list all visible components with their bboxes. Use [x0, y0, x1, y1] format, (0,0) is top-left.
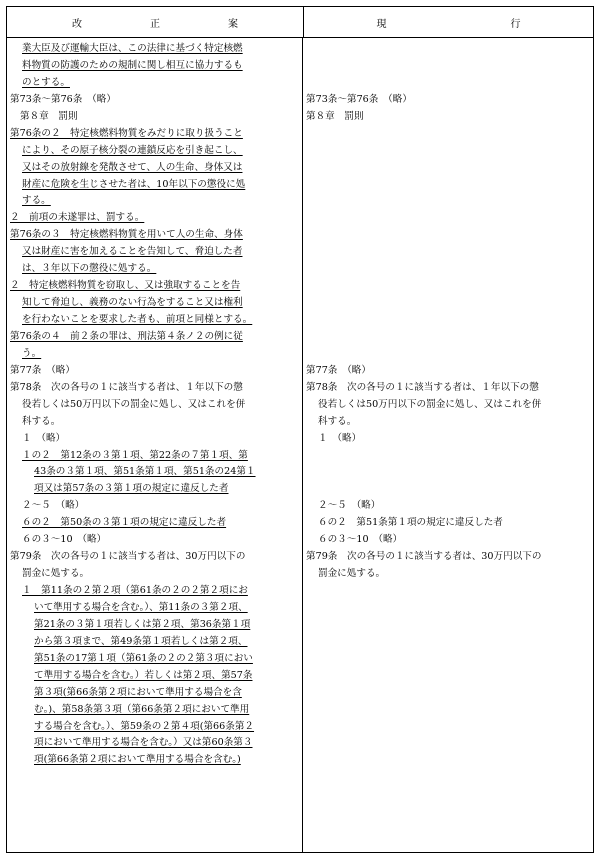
- current-line: [306, 227, 590, 244]
- amendment-line-text: 第79条 次の各号の１に該当する者は、30万円以下の: [10, 551, 246, 563]
- amendment-line-text: 第51条の17第１項（第61条の２の２第３項におい: [34, 652, 253, 664]
- amendment-line-text: 業大臣及び運輸大臣は、この法律に基づく特定核燃: [22, 43, 243, 54]
- amendment-line-text: ６の２ 第50条の３第１項の規定に違反した者: [22, 517, 227, 529]
- header-current: [304, 7, 593, 37]
- current-line: [306, 295, 590, 312]
- amendment-column: [7, 38, 303, 853]
- amendment-line-text: 項(第66条第２項において準用する場合を含む。): [34, 754, 241, 766]
- amendment-line: [10, 261, 299, 278]
- amendment-line-text: 43条の３第１項、第51条第１項、第51条の24第１: [34, 466, 256, 478]
- amendment-line: [10, 346, 299, 363]
- amendment-line-text: ２ 前項の未遂罪は、罰する。: [10, 212, 145, 224]
- current-line: [306, 481, 590, 498]
- header-amendment: [7, 7, 304, 37]
- amendment-line: [10, 363, 299, 380]
- amendment-line-text: する。: [22, 195, 51, 207]
- amendment-line: [10, 448, 299, 465]
- amendment-line: [10, 685, 299, 702]
- current-line-text: 罰金に処する。: [318, 568, 386, 580]
- header-amendment-char-1: 改: [72, 18, 82, 30]
- current-line: [306, 244, 590, 261]
- amendment-line: [10, 464, 299, 481]
- amendment-line: [10, 752, 299, 769]
- current-line: [306, 498, 590, 515]
- amendment-line-text: １ （略）: [22, 432, 66, 444]
- amendment-line-text: 又はその放射線を発散させて、人の生命、身体又は: [22, 161, 243, 173]
- current-line: [306, 126, 590, 143]
- current-line-text: 第79条 次の各号の１に該当する者は、30万円以下の: [306, 551, 542, 563]
- amendment-line: [10, 126, 299, 143]
- amendment-line-text: ２ 特定核燃料物質を窃取し、又は強取することを告: [10, 280, 241, 292]
- current-line: [306, 397, 590, 414]
- amendment-line: [10, 651, 299, 668]
- amendment-line-text: により、その原子核分裂の連鎖反応を引き起こし、: [22, 144, 243, 156]
- amendment-line-text: １の２ 第12条の３第１項、第22条の７第１項、第: [22, 449, 248, 461]
- current-line: [306, 177, 590, 194]
- current-line: [306, 431, 590, 448]
- amendment-line: [10, 668, 299, 685]
- amendment-line: [10, 498, 299, 515]
- current-line: [306, 414, 590, 431]
- amendment-line: [10, 41, 299, 58]
- amendment-line-text: いて準用する場合を含む。）、第11条の３第２項、: [34, 601, 248, 613]
- amendment-line: [10, 600, 299, 617]
- current-line: [306, 160, 590, 177]
- current-line: [306, 532, 590, 549]
- header-amendment-char-2: 正: [150, 18, 160, 30]
- amendment-line-text: 第８章 罰則: [20, 110, 78, 122]
- table-body: [7, 38, 593, 853]
- current-line: [306, 566, 590, 583]
- amendment-line-text: 知して脅迫し、義務のない行為をすること又は権利: [22, 297, 243, 309]
- amendment-line: [10, 210, 299, 227]
- amendment-line: [10, 414, 299, 431]
- amendment-line-text: う。: [22, 347, 42, 359]
- amendment-line-text: を行わないことを要求した者も、前項と同様とする。: [22, 314, 253, 325]
- amendment-line-text: 第21条の３第１項若しくは第２項、第36条第１項: [34, 618, 251, 630]
- current-line: [306, 448, 590, 465]
- amendment-line: [10, 735, 299, 752]
- amendment-line: [10, 227, 299, 244]
- current-line-text: 第78条 次の各号の１に該当する者は、１年以下の懲: [306, 381, 539, 393]
- amendment-line: [10, 515, 299, 532]
- current-line: [306, 380, 590, 397]
- current-line: [306, 363, 590, 380]
- amendment-line-text: ２～５ （略）: [22, 500, 85, 512]
- current-line: [306, 143, 590, 160]
- amendment-line: [10, 193, 299, 210]
- amendment-line-text: 罰金に処する。: [22, 568, 90, 580]
- amendment-line-text: む。)、第58条第３項（第66条第２項において準用: [34, 703, 250, 715]
- header-current-char-1: 現: [376, 18, 387, 30]
- current-line: [306, 278, 590, 295]
- current-line: [306, 193, 590, 210]
- amendment-line-text: 又は財産に害を加えることを告知して、脅迫した者: [22, 246, 243, 258]
- current-line: [306, 261, 590, 278]
- amendment-line: [10, 244, 299, 261]
- amendment-line: [10, 583, 299, 600]
- current-line: [306, 346, 590, 363]
- amendment-line: [10, 312, 299, 329]
- amendment-line-text: は、３年以下の懲役に処する。: [22, 263, 157, 275]
- comparison-table: [6, 6, 594, 853]
- amendment-line: [10, 160, 299, 177]
- current-line-text: 役若しくは50万円以下の罰金に処し、又はこれを併: [318, 398, 542, 410]
- current-line-text: ６の２ 第51条第１項の規定に違反した者: [318, 517, 503, 529]
- current-line: [306, 210, 590, 227]
- amendment-line-text: 第78条 次の各号の１に該当する者は、１年以下の懲: [10, 381, 243, 393]
- amendment-line-text: から第３項まで、第49条第１項若しくは第２項、: [34, 635, 248, 647]
- amendment-line: [10, 532, 299, 549]
- amendment-line: [10, 109, 299, 126]
- amendment-line-text: ６の３～10 （略）: [22, 534, 107, 546]
- amendment-line: [10, 549, 299, 566]
- amendment-line: [10, 566, 299, 583]
- amendment-line-text: 第73条～第76条 （略）: [10, 93, 116, 105]
- amendment-line: [10, 58, 299, 75]
- current-line: [306, 109, 590, 126]
- amendment-line: [10, 702, 299, 719]
- amendment-line-text: １ 第11条の２第２項（第61条の２の２第２項にお: [22, 585, 248, 596]
- header-current-char-2: 行: [510, 18, 521, 30]
- current-line-text: ６の３～10 （略）: [318, 534, 403, 546]
- amendment-line-text: 第76条の４ 前２条の罪は、刑法第４条ノ２の例に従: [10, 330, 243, 342]
- amendment-line-text: 項において準用する場合を含む。）又は第60条第３: [34, 737, 253, 749]
- amendment-line-text: 役若しくは50万円以下の罰金に処し、又はこれを併: [22, 398, 246, 410]
- amendment-line: [10, 634, 299, 651]
- amendment-line: [10, 295, 299, 312]
- current-line: [306, 329, 590, 346]
- amendment-line: [10, 143, 299, 160]
- amendment-line-text: 項又は第57条の３第１項の規定に違反した者: [34, 483, 229, 495]
- amendment-line: [10, 329, 299, 346]
- current-line-text: １ （略）: [318, 432, 362, 444]
- amendment-line: [10, 278, 299, 295]
- amendment-line: [10, 380, 299, 397]
- amendment-line-text: て準用する場合を含む。）若しくは第２項、第57条: [34, 669, 253, 681]
- current-line: [306, 75, 590, 92]
- current-line: [306, 41, 590, 58]
- amendment-line-text: 科する。: [22, 415, 61, 427]
- amendment-line-text: 第３項(第66条第２項において準用する場合を含: [34, 686, 242, 698]
- current-column: [303, 38, 593, 853]
- header-amendment-char-3: 案: [228, 18, 238, 30]
- current-line-text: 第73条～第76条 （略）: [306, 93, 412, 105]
- current-line: [306, 515, 590, 532]
- amendment-line: [10, 177, 299, 194]
- amendment-line: [10, 397, 299, 414]
- current-line: [306, 92, 590, 109]
- amendment-line: [10, 431, 299, 448]
- amendment-line-text: 第77条 （略）: [10, 364, 75, 376]
- current-line-text: ２～５ （略）: [318, 500, 381, 512]
- amendment-line-text: 第76条の３ 特定核燃料物質を用いて人の生命、身体: [10, 229, 243, 241]
- amendment-line-text: のとする。: [22, 76, 70, 88]
- amendment-line-text: 料物質の防護のための規制に関し相互に協力するも: [22, 59, 243, 71]
- amendment-line-text: する場合を含む。）、第59条の２第４項(第66条第２: [34, 720, 255, 732]
- current-line: [306, 58, 590, 75]
- current-line-text: 科する。: [318, 415, 357, 427]
- current-line-text: 第77条 （略）: [306, 364, 371, 376]
- amendment-line: [10, 481, 299, 498]
- amendment-line: [10, 617, 299, 634]
- current-line-text: 第８章 罰則: [306, 110, 364, 122]
- amendment-line: [10, 719, 299, 736]
- current-line: [306, 312, 590, 329]
- current-line: [306, 464, 590, 481]
- table-header: [7, 7, 593, 38]
- amendment-line: [10, 75, 299, 92]
- amendment-line: [10, 92, 299, 109]
- amendment-line-text: 財産に危険を生じさせた者は、10年以下の懲役に処: [22, 178, 246, 190]
- amendment-line-text: 第76条の２ 特定核燃料物質をみだりに取り扱うこと: [10, 127, 243, 139]
- current-line: [306, 549, 590, 566]
